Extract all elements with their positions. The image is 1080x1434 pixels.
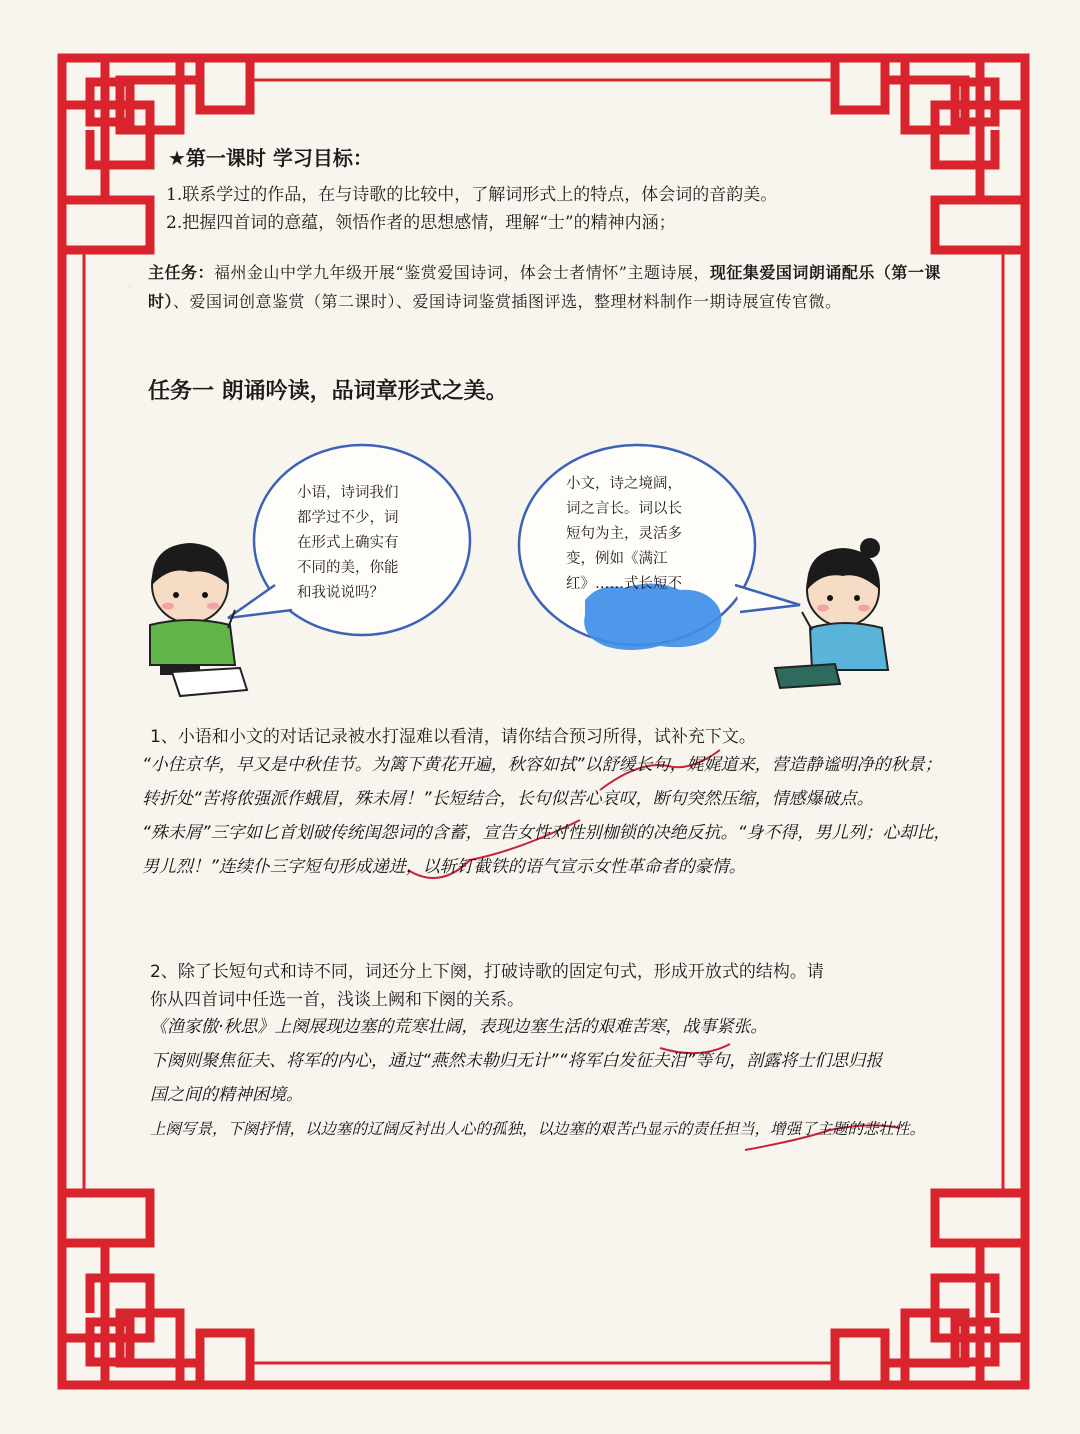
answer-1 bbox=[142, 748, 1032, 884]
boy-character bbox=[150, 543, 247, 696]
main-task-label: 主任务： bbox=[148, 263, 215, 282]
answer-1-line: 男儿烈！”连续仆三字短句形成递进，以斩钉截铁的语气宣示女性革命者的豪情。 bbox=[142, 857, 746, 877]
left-bubble-text bbox=[297, 481, 435, 606]
right-bubble-line: 小文，诗之境阔， bbox=[566, 476, 682, 492]
right-bubble-line: 红》……式长短不 bbox=[566, 576, 682, 592]
right-bubble-line: 词之言长。词以长 bbox=[566, 501, 682, 517]
question-2-line: 2、除了长短句式和诗不同，词还分上下阕，打破诗歌的固定句式，形成开放式的结构。请 bbox=[150, 962, 824, 982]
girl-character bbox=[775, 538, 888, 688]
right-bubble-tail bbox=[735, 585, 800, 612]
answer-1-line: “小住京华，早又是中秋佳节。为篱下黄花开遍，秋容如拭”以舒缓长句，娓娓道来，营造静谧明净的秋景； bbox=[142, 755, 942, 775]
question-2 bbox=[150, 958, 950, 1014]
main-task-text-a: 福州金山中学九年级开展“鉴赏爱国诗词，体会士者情怀”主题诗展， bbox=[214, 263, 710, 282]
main-task-text-bold: 现征集爱国词朗诵配乐（第一课时） bbox=[148, 263, 941, 311]
question-2-line: 你从四首词中任选一首，浅谈上阙和下阕的关系。 bbox=[150, 990, 524, 1010]
answer-2-line: 《渔家傲·秋思》上阕展现边塞的荒寒壮阔，表现边塞生活的艰难苦寒，战事紧张。 bbox=[150, 1017, 768, 1037]
task1-title: 任务一 朗诵吟读，品词章形式之美。 bbox=[148, 379, 508, 404]
answer-2-line: 下阕则聚焦征夫、将军的内心，通过“燕然未勒归无计”“将军白发征夫泪”等句，剖露将士们思归报 bbox=[150, 1051, 883, 1071]
left-bubble-line: 小语，诗词我们 bbox=[297, 485, 399, 501]
answer-2-line: 国之间的精神困境。 bbox=[150, 1085, 303, 1105]
left-bubble-line: 都学过不少，词 bbox=[297, 510, 399, 526]
question-1: 1、小语和小文的对话记录被水打湿难以看清，请你结合预习所得，试补充下文。 bbox=[150, 727, 756, 747]
answer-2 bbox=[150, 1010, 1030, 1146]
right-bubble-line: 变，例如《满江 bbox=[566, 551, 668, 567]
left-bubble-line: 不同的美，你能 bbox=[297, 560, 399, 576]
left-bubble-line: 在形式上确实有 bbox=[297, 535, 399, 551]
main-task-text-b: 、爱国词创意鉴赏（第二课时）、爱国诗词鉴赏插图评选，整理材料制作一期诗展宣传官微。 bbox=[173, 292, 842, 311]
answer-1-line: “殊未屑”三字如匕首划破传统闺怨词的含蓄，宣告女性对性别枷锁的决绝反抗。“身不得，男儿列；心却比， bbox=[142, 823, 951, 843]
left-bubble-line: 和我说说吗？ bbox=[297, 585, 384, 601]
objective-2: 2.把握四首词的意蕴，领悟作者的思想感情，理解“士”的精神内涵； bbox=[166, 213, 676, 233]
right-bubble-text bbox=[566, 472, 708, 597]
objectives-title: ★第一课时 学习目标： bbox=[168, 146, 373, 170]
right-bubble-line: 短句为主，灵活多 bbox=[566, 526, 682, 542]
answer-2-line: 上阕写景，下阕抒情，以边塞的辽阔反衬出人心的孤独，以边塞的艰苦凸显示的责任担当，增强了主题的悲壮性。 bbox=[150, 1120, 926, 1138]
objective-1: 1.联系学过的作品，在与诗歌的比较中，了解词形式上的特点，体会词的音韵美。 bbox=[166, 185, 778, 205]
answer-1-line: 转折处“苦将侬强派作蛾眉，殊未屑！”长短结合，长句似苦心哀叹，断句突然压缩，情感爆破点。 bbox=[142, 789, 874, 809]
